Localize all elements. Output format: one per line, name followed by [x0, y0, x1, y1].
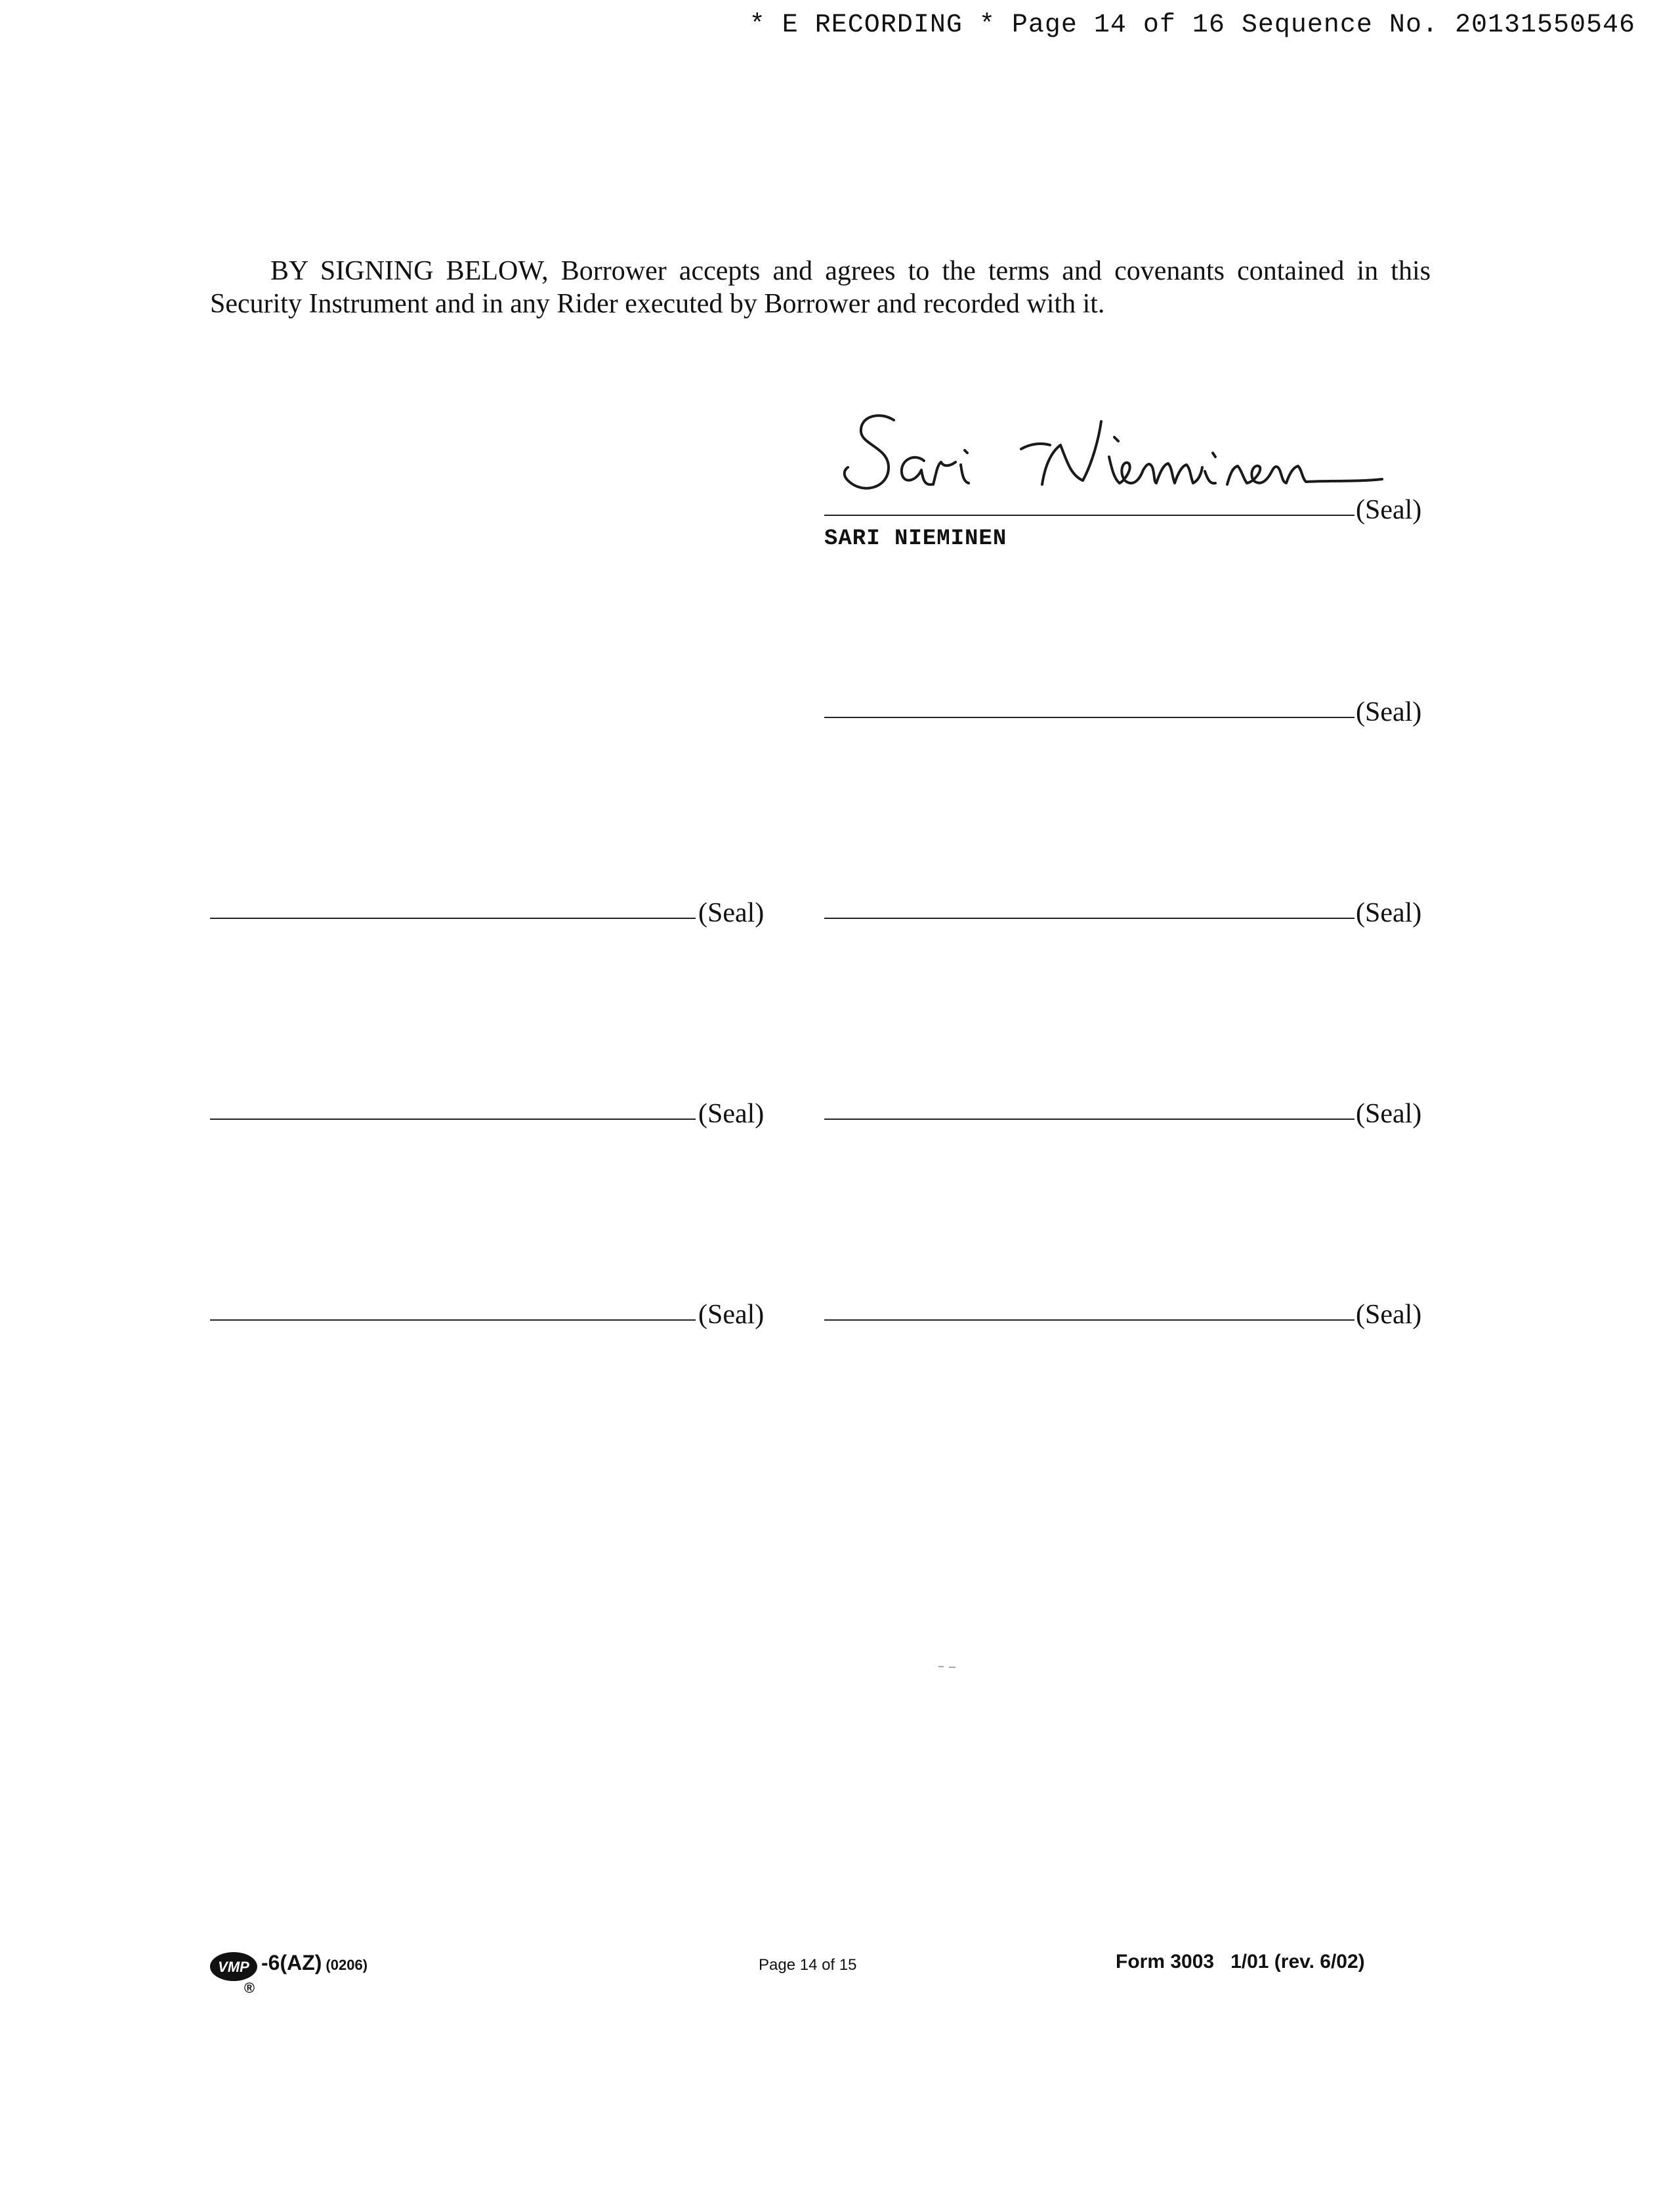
form-code-main: -6(AZ)	[261, 1951, 322, 1974]
signature-line-4-right[interactable]	[824, 1119, 1354, 1120]
page-number: Page 14 of 15	[759, 1956, 857, 1974]
signature-line-4-left[interactable]	[210, 1119, 696, 1120]
seal-label-5-left: (Seal)	[698, 1300, 765, 1330]
svg-text:VMP: VMP	[218, 1959, 249, 1975]
form-number: Form 3003 1/01 (rev. 6/02)	[1116, 1951, 1365, 1972]
form-code-edition: (0206)	[326, 1957, 368, 1973]
signature-line-3-right[interactable]	[824, 918, 1354, 919]
signature-line-1[interactable]	[824, 515, 1354, 516]
form-code	[261, 1951, 368, 1975]
handwritten-signature	[833, 407, 1398, 505]
signature-line-2[interactable]	[824, 717, 1354, 718]
signature-clause	[210, 255, 1431, 320]
seal-label-5-right: (Seal)	[1356, 1300, 1422, 1330]
recording-stamp: * E RECORDING * Page 14 of 16 Sequence No. 20131550546	[749, 11, 1635, 40]
vmp-logo	[209, 1948, 266, 1995]
seal-label-4-left: (Seal)	[698, 1099, 765, 1129]
signature-line-5-right[interactable]	[824, 1319, 1354, 1321]
seal-label-1: (Seal)	[1356, 495, 1422, 525]
seal-label-4-right: (Seal)	[1356, 1099, 1422, 1129]
seal-label-2: (Seal)	[1356, 697, 1422, 727]
svg-text:®: ®	[243, 1980, 255, 1995]
signature-clause-lead: BY SIGNING BELOW,	[270, 256, 549, 286]
seal-label-3-right: (Seal)	[1356, 898, 1422, 928]
signature-line-3-left[interactable]	[210, 918, 696, 919]
signature-clause-text: Borrower accepts and agrees to the terms and covenants contained in this Security Instrument and in any Rider executed by Borrower and recorded with it.	[210, 256, 1431, 319]
signature-line-5-left[interactable]	[210, 1319, 696, 1321]
signer-name: SARI NIEMINEN	[824, 526, 1007, 551]
scan-speck	[937, 1665, 957, 1669]
seal-label-3-left: (Seal)	[698, 898, 765, 928]
